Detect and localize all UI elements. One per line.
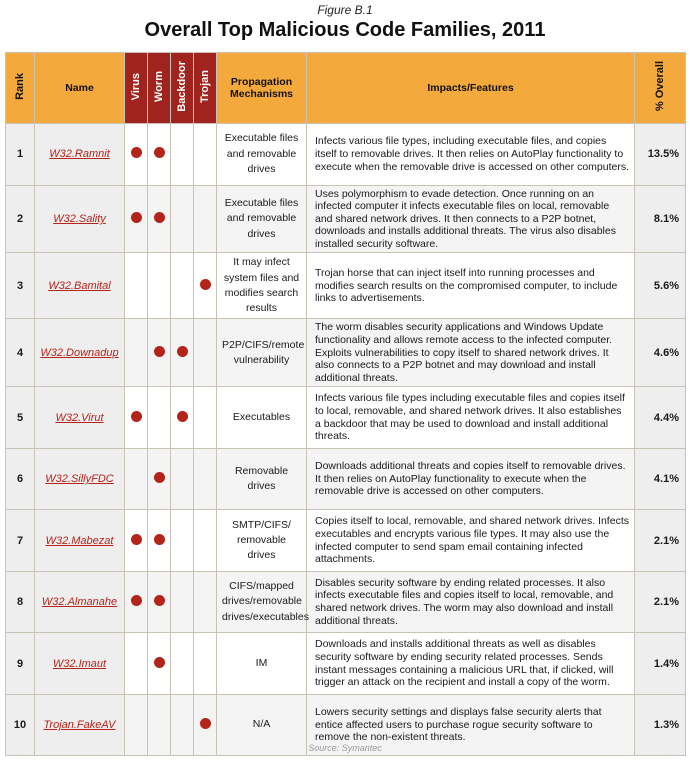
trojan-marker-icon bbox=[200, 718, 211, 729]
malicious-code-table bbox=[5, 52, 686, 756]
header-percent: % Overall bbox=[635, 53, 686, 124]
impacts-cell: Infects various file types, including executable files, and copies itself to removable drives. It then relies on AutoPlay functionality to execute when the removable drive is accessed on other computers. bbox=[307, 124, 635, 186]
header-impacts: Impacts/Features bbox=[307, 53, 635, 124]
rank-cell: 6 bbox=[6, 448, 35, 510]
propagation-cell: Executable files and removable drives bbox=[217, 185, 307, 253]
percent-cell: 4.4% bbox=[635, 387, 686, 449]
backdoor-cell bbox=[171, 124, 194, 186]
impacts-cell: The worm disables security applications and Windows Update functionality and allows remote access to the infected computer. Exploits vulnerabilities to copy itself to shared network drives. It also connects to a P2P botnet and may download and install additional threats. bbox=[307, 319, 635, 387]
virus-cell bbox=[125, 571, 148, 633]
header-backdoor: Backdoor bbox=[171, 53, 194, 124]
worm-marker-icon bbox=[154, 212, 165, 223]
virus-marker-icon bbox=[131, 534, 142, 545]
virus-cell bbox=[125, 124, 148, 186]
malware-name-link[interactable]: Trojan.FakeAV bbox=[43, 719, 116, 732]
worm-marker-icon bbox=[154, 657, 165, 668]
percent-cell: 5.6% bbox=[635, 253, 686, 319]
virus-cell bbox=[125, 319, 148, 387]
trojan-marker-icon bbox=[200, 279, 211, 290]
impacts-cell: Infects various file types including executable files and copies itself to local, removable, and shared network drives. It also establishes a backdoor that may be used to download and install additional threats. bbox=[307, 387, 635, 449]
impacts-cell: Disables security software by ending related processes. It also infects executable files and copies itself to local, removable, and shared network drives. The worm may also download and install additional threats. bbox=[307, 571, 635, 633]
table-row bbox=[6, 571, 686, 633]
percent-cell: 2.1% bbox=[635, 510, 686, 572]
worm-cell bbox=[148, 319, 171, 387]
trojan-cell bbox=[194, 571, 217, 633]
table-row bbox=[6, 510, 686, 572]
virus-cell bbox=[125, 510, 148, 572]
rank-cell: 10 bbox=[6, 694, 35, 756]
worm-marker-icon bbox=[154, 534, 165, 545]
backdoor-marker-icon bbox=[177, 346, 188, 357]
percent-cell: 13.5% bbox=[635, 124, 686, 186]
header-row bbox=[6, 53, 686, 124]
rank-cell: 3 bbox=[6, 253, 35, 319]
header-name: Name bbox=[35, 53, 125, 124]
virus-cell bbox=[125, 448, 148, 510]
propagation-cell: Executable files and removable drives bbox=[217, 124, 307, 186]
backdoor-cell bbox=[171, 633, 194, 695]
propagation-cell: CIFS/mapped drives/removable drives/executables bbox=[217, 571, 307, 633]
trojan-cell bbox=[194, 185, 217, 253]
propagation-cell: It may infect system files and modifies search results bbox=[217, 253, 307, 319]
header-worm: Worm bbox=[148, 53, 171, 124]
worm-cell bbox=[148, 510, 171, 572]
header-propagation: Propagation Mechanisms bbox=[217, 53, 307, 124]
table-row bbox=[6, 387, 686, 449]
worm-marker-icon bbox=[154, 595, 165, 606]
malware-name-link[interactable]: W32.SillyFDC bbox=[45, 473, 114, 486]
name-cell bbox=[35, 448, 125, 510]
malware-name-link[interactable]: W32.Mabezat bbox=[45, 534, 114, 547]
header-trojan: Trojan bbox=[194, 53, 217, 124]
propagation-cell: Executables bbox=[217, 387, 307, 449]
virus-marker-icon bbox=[131, 595, 142, 606]
percent-cell: 4.6% bbox=[635, 319, 686, 387]
table-row bbox=[6, 253, 686, 319]
worm-cell bbox=[148, 571, 171, 633]
table-row bbox=[6, 633, 686, 695]
name-cell bbox=[35, 253, 125, 319]
percent-cell: 2.1% bbox=[635, 571, 686, 633]
propagation-cell: IM bbox=[217, 633, 307, 695]
name-cell bbox=[35, 510, 125, 572]
virus-cell bbox=[125, 387, 148, 449]
name-cell bbox=[35, 124, 125, 186]
virus-cell bbox=[125, 185, 148, 253]
backdoor-cell bbox=[171, 448, 194, 510]
impacts-cell: Downloads and installs additional threats as well as disables security software by ending security related processes. Sends instant messages containing a malicious URL that, if clicked, will trigger an attack on the recipient and install a copy of the worm. bbox=[307, 633, 635, 695]
impacts-cell: Trojan horse that can inject itself into running processes and modifies search results on the compromised computer, to include links to advertisements. bbox=[307, 253, 635, 319]
trojan-cell bbox=[194, 448, 217, 510]
source-note: Source: Symantec bbox=[308, 743, 382, 753]
name-cell bbox=[35, 633, 125, 695]
impacts-cell: Downloads additional threats and copies itself to removable drives. It then relies on AutoPlay functionality to execute when the removable drive is accessed on other computers. bbox=[307, 448, 635, 510]
table-row bbox=[6, 319, 686, 387]
backdoor-cell bbox=[171, 571, 194, 633]
impacts-cell: Copies itself to local, removable, and shared network drives. Infects executables and encrypts various file types. It may also use the infected computer to send spam email containing infected attachments. bbox=[307, 510, 635, 572]
rank-cell: 5 bbox=[6, 387, 35, 449]
table-row bbox=[6, 185, 686, 253]
worm-cell bbox=[148, 253, 171, 319]
malware-name-link[interactable]: W32.Ramnit bbox=[49, 148, 110, 161]
propagation-cell: N/A bbox=[217, 694, 307, 756]
trojan-cell bbox=[194, 633, 217, 695]
backdoor-cell bbox=[171, 387, 194, 449]
worm-cell bbox=[148, 185, 171, 253]
propagation-cell: Removable drives bbox=[217, 448, 307, 510]
table-row bbox=[6, 124, 686, 186]
malware-name-link[interactable]: W32.Downadup bbox=[40, 346, 119, 359]
name-cell bbox=[35, 319, 125, 387]
backdoor-marker-icon bbox=[177, 411, 188, 422]
propagation-cell: P2P/CIFS/remote vulnerability bbox=[217, 319, 307, 387]
trojan-cell bbox=[194, 253, 217, 319]
impacts-cell: Uses polymorphism to evade detection. Once running on an infected computer it infects executable files on local, removable and shared network drives. It then connects to a P2P botnet, downloads and installs additional threats. The virus also disables installed security software. bbox=[307, 185, 635, 253]
backdoor-cell bbox=[171, 253, 194, 319]
rank-cell: 9 bbox=[6, 633, 35, 695]
name-cell bbox=[35, 185, 125, 253]
percent-cell: 1.4% bbox=[635, 633, 686, 695]
malware-name-link[interactable]: W32.Virut bbox=[55, 411, 104, 424]
header-rank: Rank bbox=[6, 53, 35, 124]
percent-cell: 1.3% bbox=[635, 694, 686, 756]
virus-cell bbox=[125, 633, 148, 695]
header-virus: Virus bbox=[125, 53, 148, 124]
propagation-cell: SMTP/CIFS/ removable drives bbox=[217, 510, 307, 572]
name-cell bbox=[35, 387, 125, 449]
virus-marker-icon bbox=[131, 147, 142, 158]
virus-marker-icon bbox=[131, 212, 142, 223]
malware-name-link[interactable]: W32.Sality bbox=[53, 212, 106, 225]
worm-cell bbox=[148, 633, 171, 695]
virus-cell bbox=[125, 253, 148, 319]
page-title: Overall Top Malicious Code Families, 2011 bbox=[144, 19, 546, 41]
table-row bbox=[6, 448, 686, 510]
figure-label: Figure B.1 bbox=[317, 3, 373, 17]
worm-marker-icon bbox=[154, 346, 165, 357]
worm-marker-icon bbox=[154, 472, 165, 483]
percent-cell: 8.1% bbox=[635, 185, 686, 253]
worm-marker-icon bbox=[154, 147, 165, 158]
worm-cell bbox=[148, 448, 171, 510]
name-cell bbox=[35, 571, 125, 633]
rank-cell: 7 bbox=[6, 510, 35, 572]
trojan-cell bbox=[194, 319, 217, 387]
rank-cell: 2 bbox=[6, 185, 35, 253]
rank-cell: 4 bbox=[6, 319, 35, 387]
trojan-cell bbox=[194, 387, 217, 449]
percent-cell: 4.1% bbox=[635, 448, 686, 510]
malware-name-link[interactable]: W32.Imaut bbox=[52, 657, 107, 670]
worm-cell bbox=[148, 387, 171, 449]
impacts-cell: Lowers security settings and displays false security alerts that entice affected users to purchase rogue security software to remove the non-existent threats. bbox=[307, 694, 635, 756]
virus-marker-icon bbox=[131, 411, 142, 422]
backdoor-cell bbox=[171, 185, 194, 253]
backdoor-cell bbox=[171, 510, 194, 572]
worm-cell bbox=[148, 124, 171, 186]
malware-name-link[interactable]: W32.Almanahe bbox=[41, 596, 118, 609]
rank-cell: 1 bbox=[6, 124, 35, 186]
backdoor-cell bbox=[171, 319, 194, 387]
malware-name-link[interactable]: W32.Bamital bbox=[48, 279, 111, 292]
trojan-cell bbox=[194, 124, 217, 186]
trojan-cell bbox=[194, 510, 217, 572]
rank-cell: 8 bbox=[6, 571, 35, 633]
